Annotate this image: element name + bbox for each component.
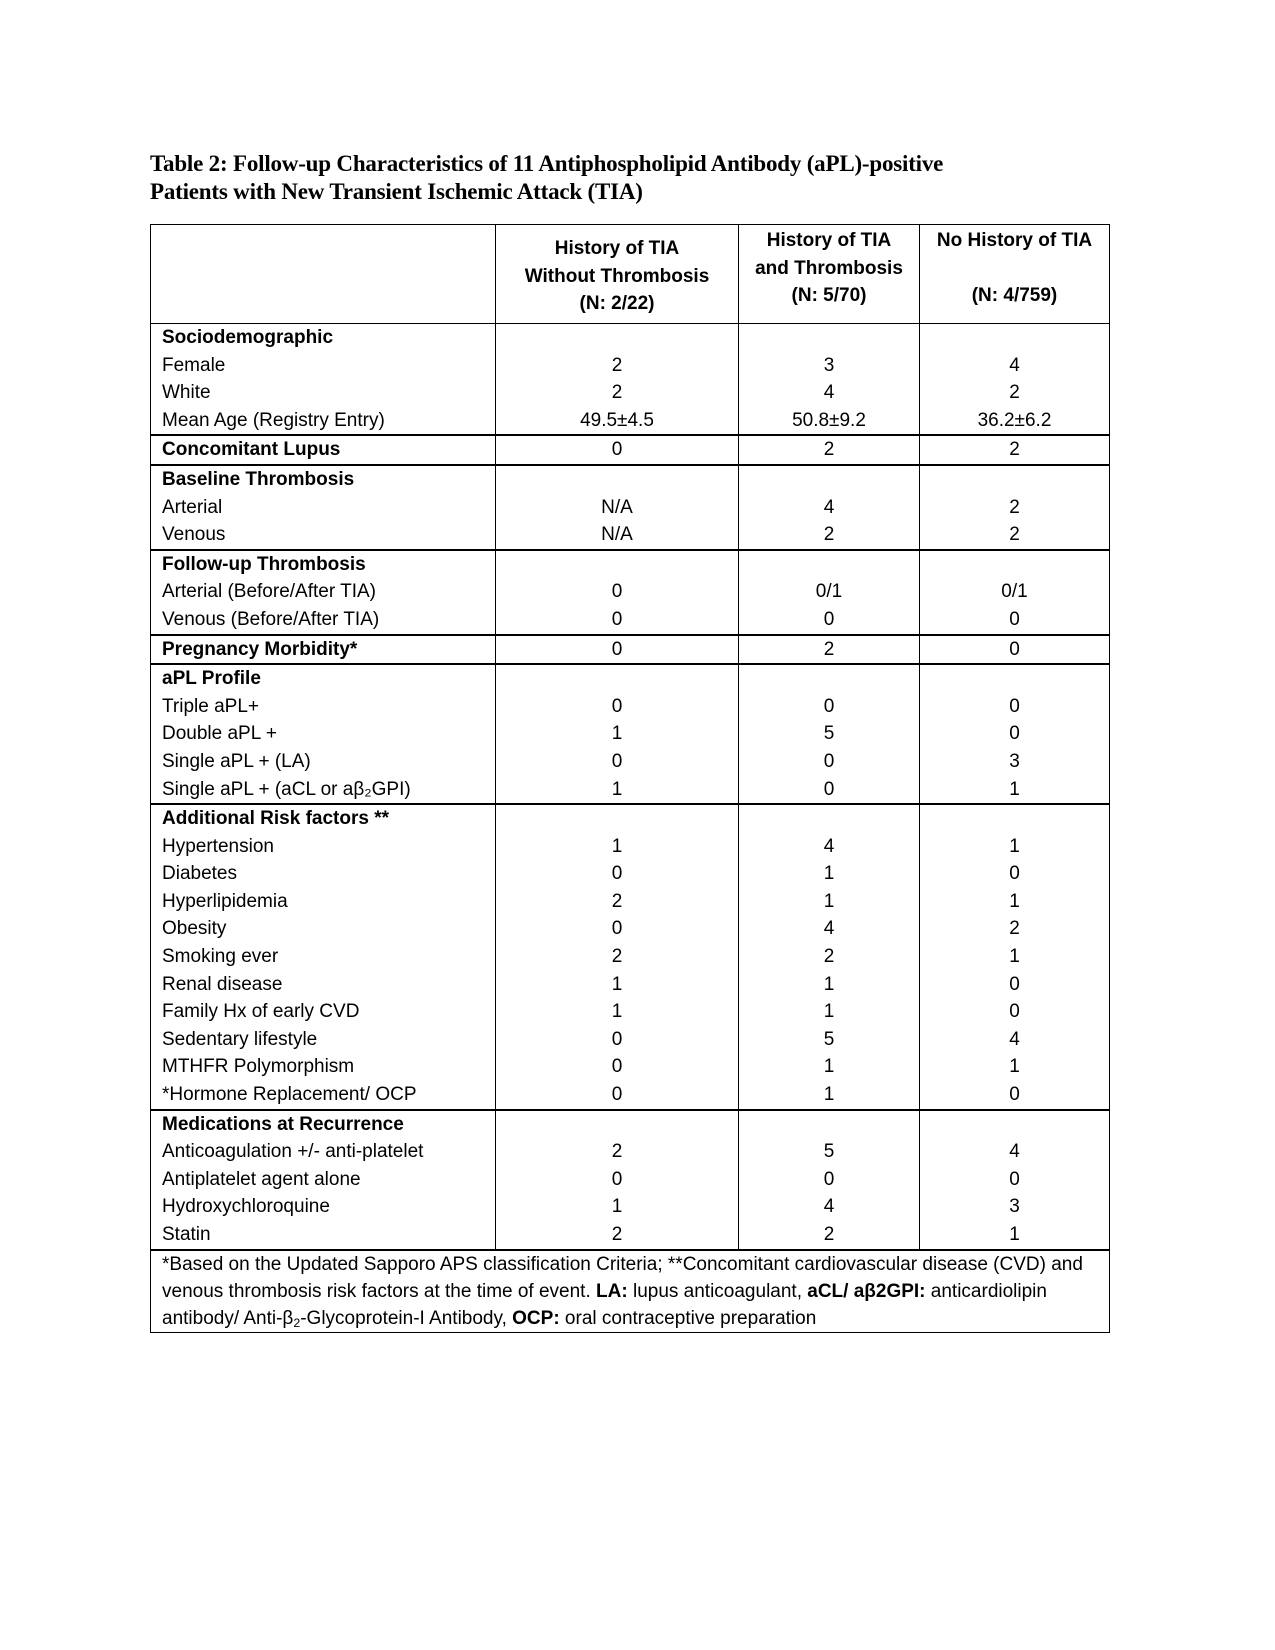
row-label: Diabetes [162, 863, 237, 885]
cell-value: 0 [823, 750, 835, 772]
cell-value: 49.5±4.5 [580, 409, 654, 431]
header-no-history-tia [920, 225, 1110, 324]
cell-value: 1 [1009, 890, 1020, 912]
row-labels-cell [151, 550, 496, 635]
cell-value: 1 [823, 973, 835, 995]
cell-value: 4 [1009, 1141, 1020, 1163]
column-3-values-cell [920, 435, 1110, 465]
row-label: Sedentary lifestyle [162, 1028, 318, 1050]
cell-value: 0 [611, 608, 623, 630]
heading-spacer [496, 665, 738, 693]
cell-value: 0 [611, 750, 623, 772]
header-line: (N: 4/759) [971, 285, 1058, 307]
footnote-acl-definition: anticardiolipin antibody/ Anti-β [162, 1280, 1047, 1329]
table-footnote [151, 1250, 1110, 1333]
table-section [151, 804, 1110, 1110]
cell-value: 0 [611, 918, 623, 940]
header-line: History of TIA [554, 238, 680, 259]
section-heading: aPL Profile [162, 668, 261, 690]
cell-value: 3 [823, 354, 835, 376]
row-label: Triple aPL+ [162, 695, 259, 717]
header-empty-cell [151, 225, 496, 324]
cell-value: 1 [611, 723, 623, 745]
heading-spacer [496, 1111, 738, 1139]
header-history-tia-and-thrombosis [739, 225, 920, 324]
header-line: (N: 2/22) [579, 293, 655, 315]
column-3-values-cell [920, 324, 1110, 436]
follow-up-characteristics-table [150, 224, 1110, 1333]
column-1-values-cell [496, 664, 739, 804]
table-section [151, 664, 1110, 804]
cell-value: 0 [611, 1168, 623, 1190]
row-labels-cell [151, 465, 496, 550]
cell-value: 2 [611, 354, 623, 376]
cell-value: 5 [823, 1028, 835, 1050]
column-2-values-cell [739, 664, 920, 804]
header-line: Without Thrombosis [524, 265, 710, 287]
cell-value: 1 [823, 863, 835, 885]
column-1-values-cell [496, 804, 739, 1110]
cell-value: 0 [611, 1056, 623, 1078]
column-3-values-cell [920, 465, 1110, 550]
section-row [151, 804, 1110, 1110]
cell-value: 2 [1009, 382, 1020, 404]
cell-value: 1 [1009, 1056, 1020, 1078]
footnote-cell [151, 1250, 1110, 1333]
cell-value: 1 [1009, 835, 1020, 857]
footnote-row [151, 1250, 1110, 1333]
cell-value: 0 [1009, 1168, 1020, 1190]
row-label: Hydroxychloroquine [162, 1196, 330, 1218]
row-label: Anticoagulation +/- anti-platelet [162, 1141, 424, 1163]
cell-value: N/A [601, 496, 633, 518]
row-label: Obesity [162, 918, 227, 940]
cell-value: 0 [1009, 973, 1020, 995]
cell-value: 0 [611, 695, 623, 717]
section-heading: Pregnancy Morbidity* [162, 638, 358, 660]
cell-value: 3 [1009, 750, 1020, 772]
cell-value: 4 [823, 918, 835, 940]
section-row [151, 465, 1110, 550]
column-3-values-cell [920, 1110, 1110, 1250]
section-row [151, 550, 1110, 635]
cell-value: 4 [823, 835, 835, 857]
heading-spacer [920, 466, 1109, 494]
column-3-values-cell [920, 635, 1110, 665]
row-label: Single aPL + (LA) [162, 750, 311, 772]
cell-value: 5 [823, 723, 835, 745]
row-label: Renal disease [162, 973, 283, 995]
row-label: Family Hx of early CVD [162, 1001, 360, 1023]
section-row [151, 664, 1110, 804]
cell-value: 1 [611, 778, 623, 800]
section-heading: Additional Risk factors ** [162, 808, 389, 830]
row-label: Hypertension [162, 835, 274, 857]
column-3-values-cell [920, 664, 1110, 804]
footnote-la-definition: lupus anticoagulant, [627, 1280, 808, 1302]
heading-spacer [920, 324, 1109, 352]
heading-spacer [739, 1111, 919, 1139]
table-section [151, 324, 1110, 436]
column-2-values-cell [739, 324, 920, 436]
cell-value: N/A [601, 524, 633, 546]
section-heading: Baseline Thrombosis [162, 468, 355, 490]
table-section [151, 550, 1110, 635]
header-line: and Thrombosis [755, 257, 903, 279]
cell-value: 2 [823, 439, 835, 461]
row-labels-cell [151, 804, 496, 1110]
cell-value: 0 [823, 608, 835, 630]
row-label: Female [162, 354, 226, 376]
row-label: Venous (Before/After TIA) [162, 608, 380, 630]
heading-spacer [739, 665, 919, 693]
cell-value: 1 [823, 890, 835, 912]
table-title-line-2: Patients with New Transient Ischemic Attack (TIA) [150, 179, 643, 204]
row-label: Single aPL + (aCL or aβ₂GPI) [162, 778, 411, 800]
cell-value: 0 [611, 439, 623, 461]
section-row [151, 435, 1110, 465]
cell-value: 2 [823, 1224, 835, 1245]
column-2-values-cell [739, 435, 920, 465]
cell-value: 2 [611, 1141, 623, 1163]
section-heading: Concomitant Lupus [162, 439, 341, 461]
row-labels-cell [151, 435, 496, 465]
row-label: MTHFR Polymorphism [162, 1056, 355, 1078]
cell-value: 0 [823, 695, 835, 717]
column-2-values-cell [739, 635, 920, 665]
heading-spacer [496, 551, 738, 579]
cell-value: 0 [611, 581, 623, 603]
cell-value: 0 [611, 1028, 623, 1050]
section-row [151, 324, 1110, 436]
footnote-acl-definition-cont: -Glycoprotein-I Antibody, [300, 1307, 513, 1329]
cell-value: 1 [1009, 946, 1020, 968]
section-heading: Medications at Recurrence [162, 1113, 404, 1135]
heading-spacer [920, 551, 1109, 579]
cell-value: 1 [611, 1001, 623, 1023]
section-heading: Sociodemographic [162, 327, 334, 348]
cell-value: 0 [1009, 1084, 1020, 1106]
cell-value: 2 [611, 1224, 623, 1245]
footnote-la-term: LA: [596, 1280, 628, 1302]
column-2-values-cell [739, 465, 920, 550]
cell-value: 2 [823, 638, 835, 660]
header-line: No History of TIA [936, 230, 1093, 251]
header-line [920, 255, 1109, 283]
cell-value: 1 [1009, 778, 1020, 800]
cell-value: 0 [823, 778, 835, 800]
section-row [151, 1110, 1110, 1250]
cell-value: 1 [823, 1056, 835, 1078]
table-title [150, 150, 1110, 206]
cell-value: 2 [611, 890, 623, 912]
row-label: Smoking ever [162, 946, 279, 968]
heading-spacer [739, 805, 919, 833]
row-label: Venous [162, 524, 226, 546]
cell-value: 1 [1009, 1224, 1020, 1245]
row-label: White [162, 382, 211, 404]
column-2-values-cell [739, 550, 920, 635]
header-history-tia-without-thrombosis [496, 225, 739, 324]
row-label: Hyperlipidemia [162, 890, 288, 912]
cell-value: 0 [823, 1168, 835, 1190]
heading-spacer [496, 466, 738, 494]
cell-value: 0 [1009, 723, 1020, 745]
column-1-values-cell [496, 1110, 739, 1250]
heading-spacer [496, 805, 738, 833]
heading-spacer [496, 324, 738, 352]
heading-spacer [920, 665, 1109, 693]
heading-spacer [920, 1111, 1109, 1139]
table-section [151, 635, 1110, 665]
cell-value: 1 [611, 1196, 623, 1218]
table-section [151, 435, 1110, 465]
cell-value: 2 [1009, 918, 1020, 940]
cell-value: 0 [1009, 608, 1020, 630]
row-labels-cell [151, 664, 496, 804]
cell-value: 4 [823, 496, 835, 518]
cell-value: 2 [611, 946, 623, 968]
cell-value: 1 [611, 835, 623, 857]
cell-value: 0 [611, 863, 623, 885]
cell-value: 50.8±9.2 [792, 409, 866, 431]
column-1-values-cell [496, 435, 739, 465]
column-1-values-cell [496, 635, 739, 665]
cell-value: 0/1 [815, 581, 843, 603]
row-label: Double aPL + [162, 723, 277, 745]
heading-spacer [920, 805, 1109, 833]
cell-value: 0/1 [1001, 581, 1028, 603]
cell-value: 1 [611, 973, 623, 995]
heading-spacer [739, 324, 919, 352]
column-2-values-cell [739, 1110, 920, 1250]
row-labels-cell [151, 1110, 496, 1250]
cell-value: 2 [1009, 496, 1020, 518]
cell-value: 0 [611, 1084, 623, 1106]
cell-value: 4 [1009, 1028, 1020, 1050]
row-label: Arterial [162, 496, 223, 518]
column-2-values-cell [739, 804, 920, 1110]
cell-value: 2 [823, 946, 835, 968]
cell-value: 2 [1009, 524, 1020, 546]
cell-value: 2 [823, 524, 835, 546]
cell-value: 5 [823, 1141, 835, 1163]
table-section [151, 1110, 1110, 1250]
header-row [151, 225, 1110, 324]
cell-value: 0 [1009, 638, 1020, 660]
footnote-subscript: 2 [293, 1315, 301, 1330]
header-line: (N: 5/70) [791, 285, 867, 307]
cell-value: 36.2±6.2 [977, 409, 1052, 431]
footnote-text: *Based on the Updated Sapporo APS classification Criteria; **Concomitant cardiovascular disease (CVD) and venous thrombosis risk factors at the time of event. [162, 1253, 1083, 1302]
cell-value: 4 [823, 1196, 835, 1218]
cell-value: 4 [823, 382, 835, 404]
cell-value: 3 [1009, 1196, 1020, 1218]
row-label: Antiplatelet agent alone [162, 1168, 361, 1190]
cell-value: 1 [823, 1084, 835, 1106]
section-row [151, 635, 1110, 665]
row-label: Statin [162, 1224, 211, 1245]
column-1-values-cell [496, 324, 739, 436]
table-header [151, 225, 1110, 324]
table-title-line-1: Table 2: Follow-up Characteristics of 11 Antiphospholipid Antibody (aPL)-positive [150, 151, 944, 176]
cell-value: 0 [1009, 695, 1020, 717]
cell-value: 4 [1009, 354, 1020, 376]
row-labels-cell [151, 324, 496, 436]
section-heading: Follow-up Thrombosis [162, 553, 366, 575]
header-line: History of TIA [766, 230, 892, 251]
footnote-acl-term: aCL/ aβ2GPI: [807, 1280, 926, 1302]
row-label: Arterial (Before/After TIA) [162, 581, 376, 603]
footnote-ocp-definition: oral contraceptive preparation [559, 1307, 817, 1329]
column-3-values-cell [920, 550, 1110, 635]
row-labels-cell [151, 635, 496, 665]
heading-spacer [739, 466, 919, 494]
cell-value: 2 [1009, 439, 1020, 461]
heading-spacer [739, 551, 919, 579]
cell-value: 0 [1009, 1001, 1020, 1023]
row-label: Mean Age (Registry Entry) [162, 409, 385, 431]
cell-value: 1 [823, 1001, 835, 1023]
table-section [151, 465, 1110, 550]
column-1-values-cell [496, 465, 739, 550]
column-3-values-cell [920, 804, 1110, 1110]
cell-value: 0 [611, 638, 623, 660]
cell-value: 2 [611, 382, 623, 404]
footnote-ocp-term: OCP: [512, 1307, 560, 1329]
column-1-values-cell [496, 550, 739, 635]
row-label: *Hormone Replacement/ OCP [162, 1084, 417, 1106]
cell-value: 0 [1009, 863, 1020, 885]
